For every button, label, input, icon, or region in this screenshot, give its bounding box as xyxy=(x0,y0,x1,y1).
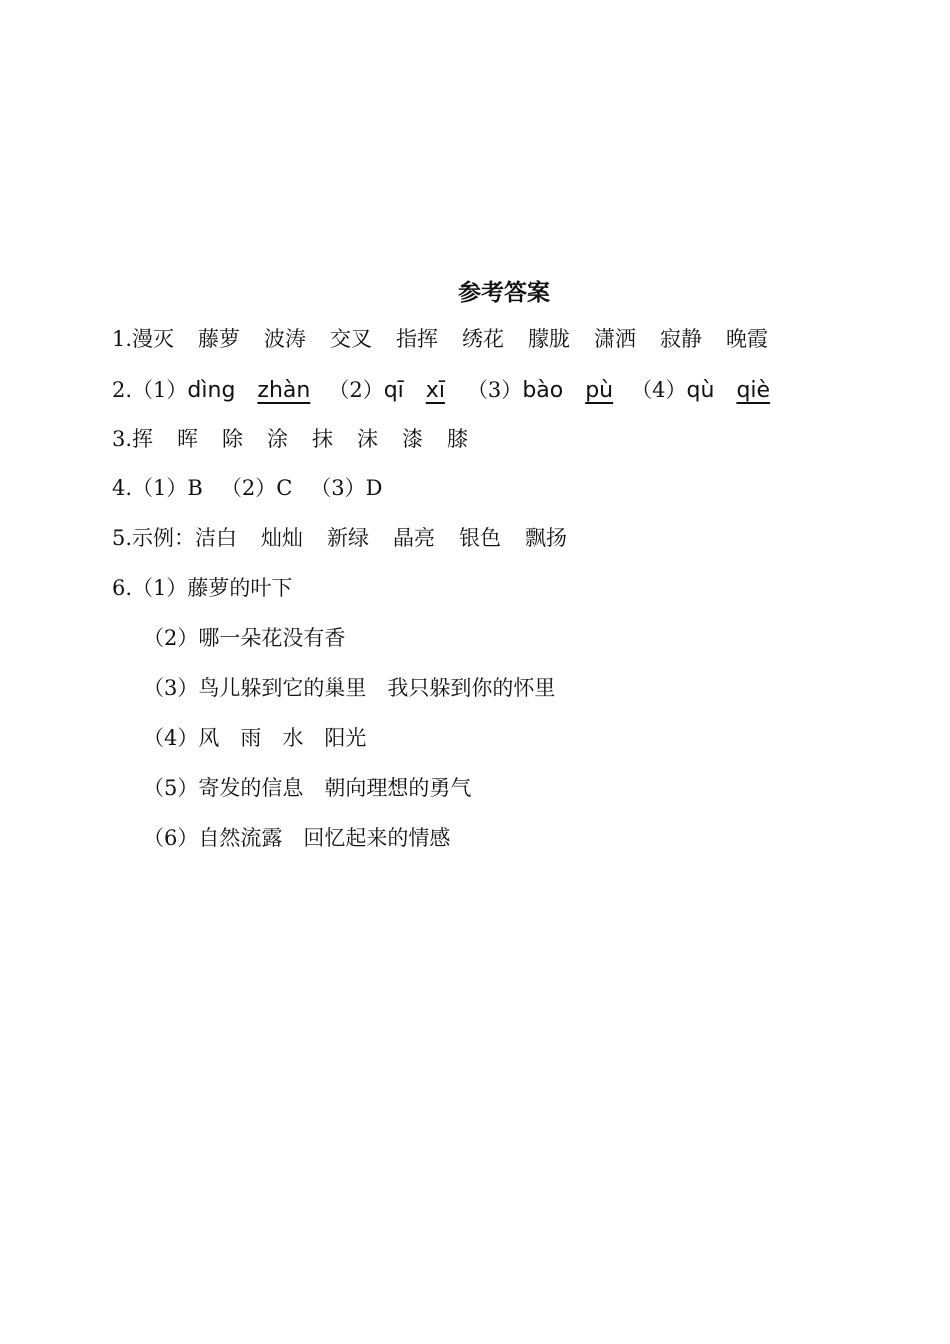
answer-char: 漆 xyxy=(402,427,424,451)
answer-line-3 xyxy=(112,422,468,456)
answer-char: 膝 xyxy=(447,427,469,451)
choice-answer: （2）C xyxy=(220,476,293,500)
sub-label: （1） xyxy=(132,378,188,402)
sub-label: （4） xyxy=(143,726,199,750)
answer-word: 指挥 xyxy=(396,327,439,351)
answer-word: 寂静 xyxy=(660,327,703,351)
answer-text: 藤萝的叶下 xyxy=(187,576,293,600)
sub-label: （3） xyxy=(466,378,523,402)
answer-word: 交叉 xyxy=(330,327,373,351)
answer-word: 灿灿 xyxy=(261,526,304,550)
question-number: 2. xyxy=(112,378,133,402)
answer-word: 波涛 xyxy=(264,327,307,351)
answer-line-2 xyxy=(112,373,770,407)
pinyin-underlined: qiè xyxy=(736,378,771,403)
pinyin: qù xyxy=(686,378,715,403)
question-number: 6. xyxy=(112,576,133,600)
choice-answer: （1）B xyxy=(132,476,203,500)
sub-label: （5） xyxy=(143,776,199,800)
answer-text: 自然流露 回忆起来的情感 xyxy=(198,826,451,850)
page-title: 参考答案 xyxy=(458,280,550,306)
answer-word: 晚霞 xyxy=(726,327,769,351)
pinyin: dìng xyxy=(187,378,236,403)
question-number: 4. xyxy=(112,476,133,500)
answer-text: 哪一朵花没有香 xyxy=(198,626,346,650)
sub-label: （3） xyxy=(143,676,199,700)
answer-line-1 xyxy=(112,322,768,356)
answer-text: 鸟儿躲到它的巢里 我只躲到你的怀里 xyxy=(198,676,556,700)
sub-label: （1） xyxy=(132,576,188,600)
answer-word: 朦胧 xyxy=(528,327,571,351)
question-number: 5. xyxy=(112,526,133,550)
example-prefix: 示例： xyxy=(132,526,196,550)
answer-line-6-3 xyxy=(143,671,555,705)
pinyin: bào xyxy=(522,378,564,403)
answer-line-6-1 xyxy=(112,571,292,605)
answer-line-6-5 xyxy=(143,771,471,805)
answer-char: 涂 xyxy=(267,427,289,451)
answer-line-4 xyxy=(112,471,382,505)
pinyin-underlined: zhàn xyxy=(257,378,311,403)
answer-word: 新绿 xyxy=(327,526,370,550)
answer-word: 飘扬 xyxy=(525,526,568,550)
answer-word: 洁白 xyxy=(195,526,238,550)
sub-label: （4） xyxy=(631,378,687,402)
answer-char: 抹 xyxy=(312,427,334,451)
answer-char: 沫 xyxy=(357,427,379,451)
sub-label: （2） xyxy=(143,626,199,650)
answer-text: 风 雨 水 阳光 xyxy=(198,726,367,750)
answer-word: 绣花 xyxy=(462,327,505,351)
answer-line-5 xyxy=(112,521,567,555)
answer-line-6-6 xyxy=(143,821,450,855)
answer-word: 晶亮 xyxy=(393,526,436,550)
answer-word: 银色 xyxy=(459,526,502,550)
question-number: 1. xyxy=(112,327,133,351)
answer-char: 晖 xyxy=(177,427,199,451)
sub-label: （6） xyxy=(143,826,199,850)
answer-word: 藤萝 xyxy=(198,327,241,351)
answer-line-6-2 xyxy=(143,621,345,655)
choice-answer: （3）D xyxy=(310,476,383,500)
answer-char: 除 xyxy=(222,427,244,451)
pinyin-underlined: pù xyxy=(585,378,614,403)
answer-word: 潇洒 xyxy=(594,327,637,351)
answer-line-6-4 xyxy=(143,721,366,755)
question-number: 3. xyxy=(112,427,133,451)
pinyin-underlined: xī xyxy=(425,378,445,403)
answer-word: 漫灭 xyxy=(132,327,175,351)
answer-text: 寄发的信息 朝向理想的勇气 xyxy=(198,776,472,800)
sub-label: （2） xyxy=(328,378,384,402)
pinyin: qī xyxy=(383,378,404,403)
answer-char: 挥 xyxy=(132,427,154,451)
